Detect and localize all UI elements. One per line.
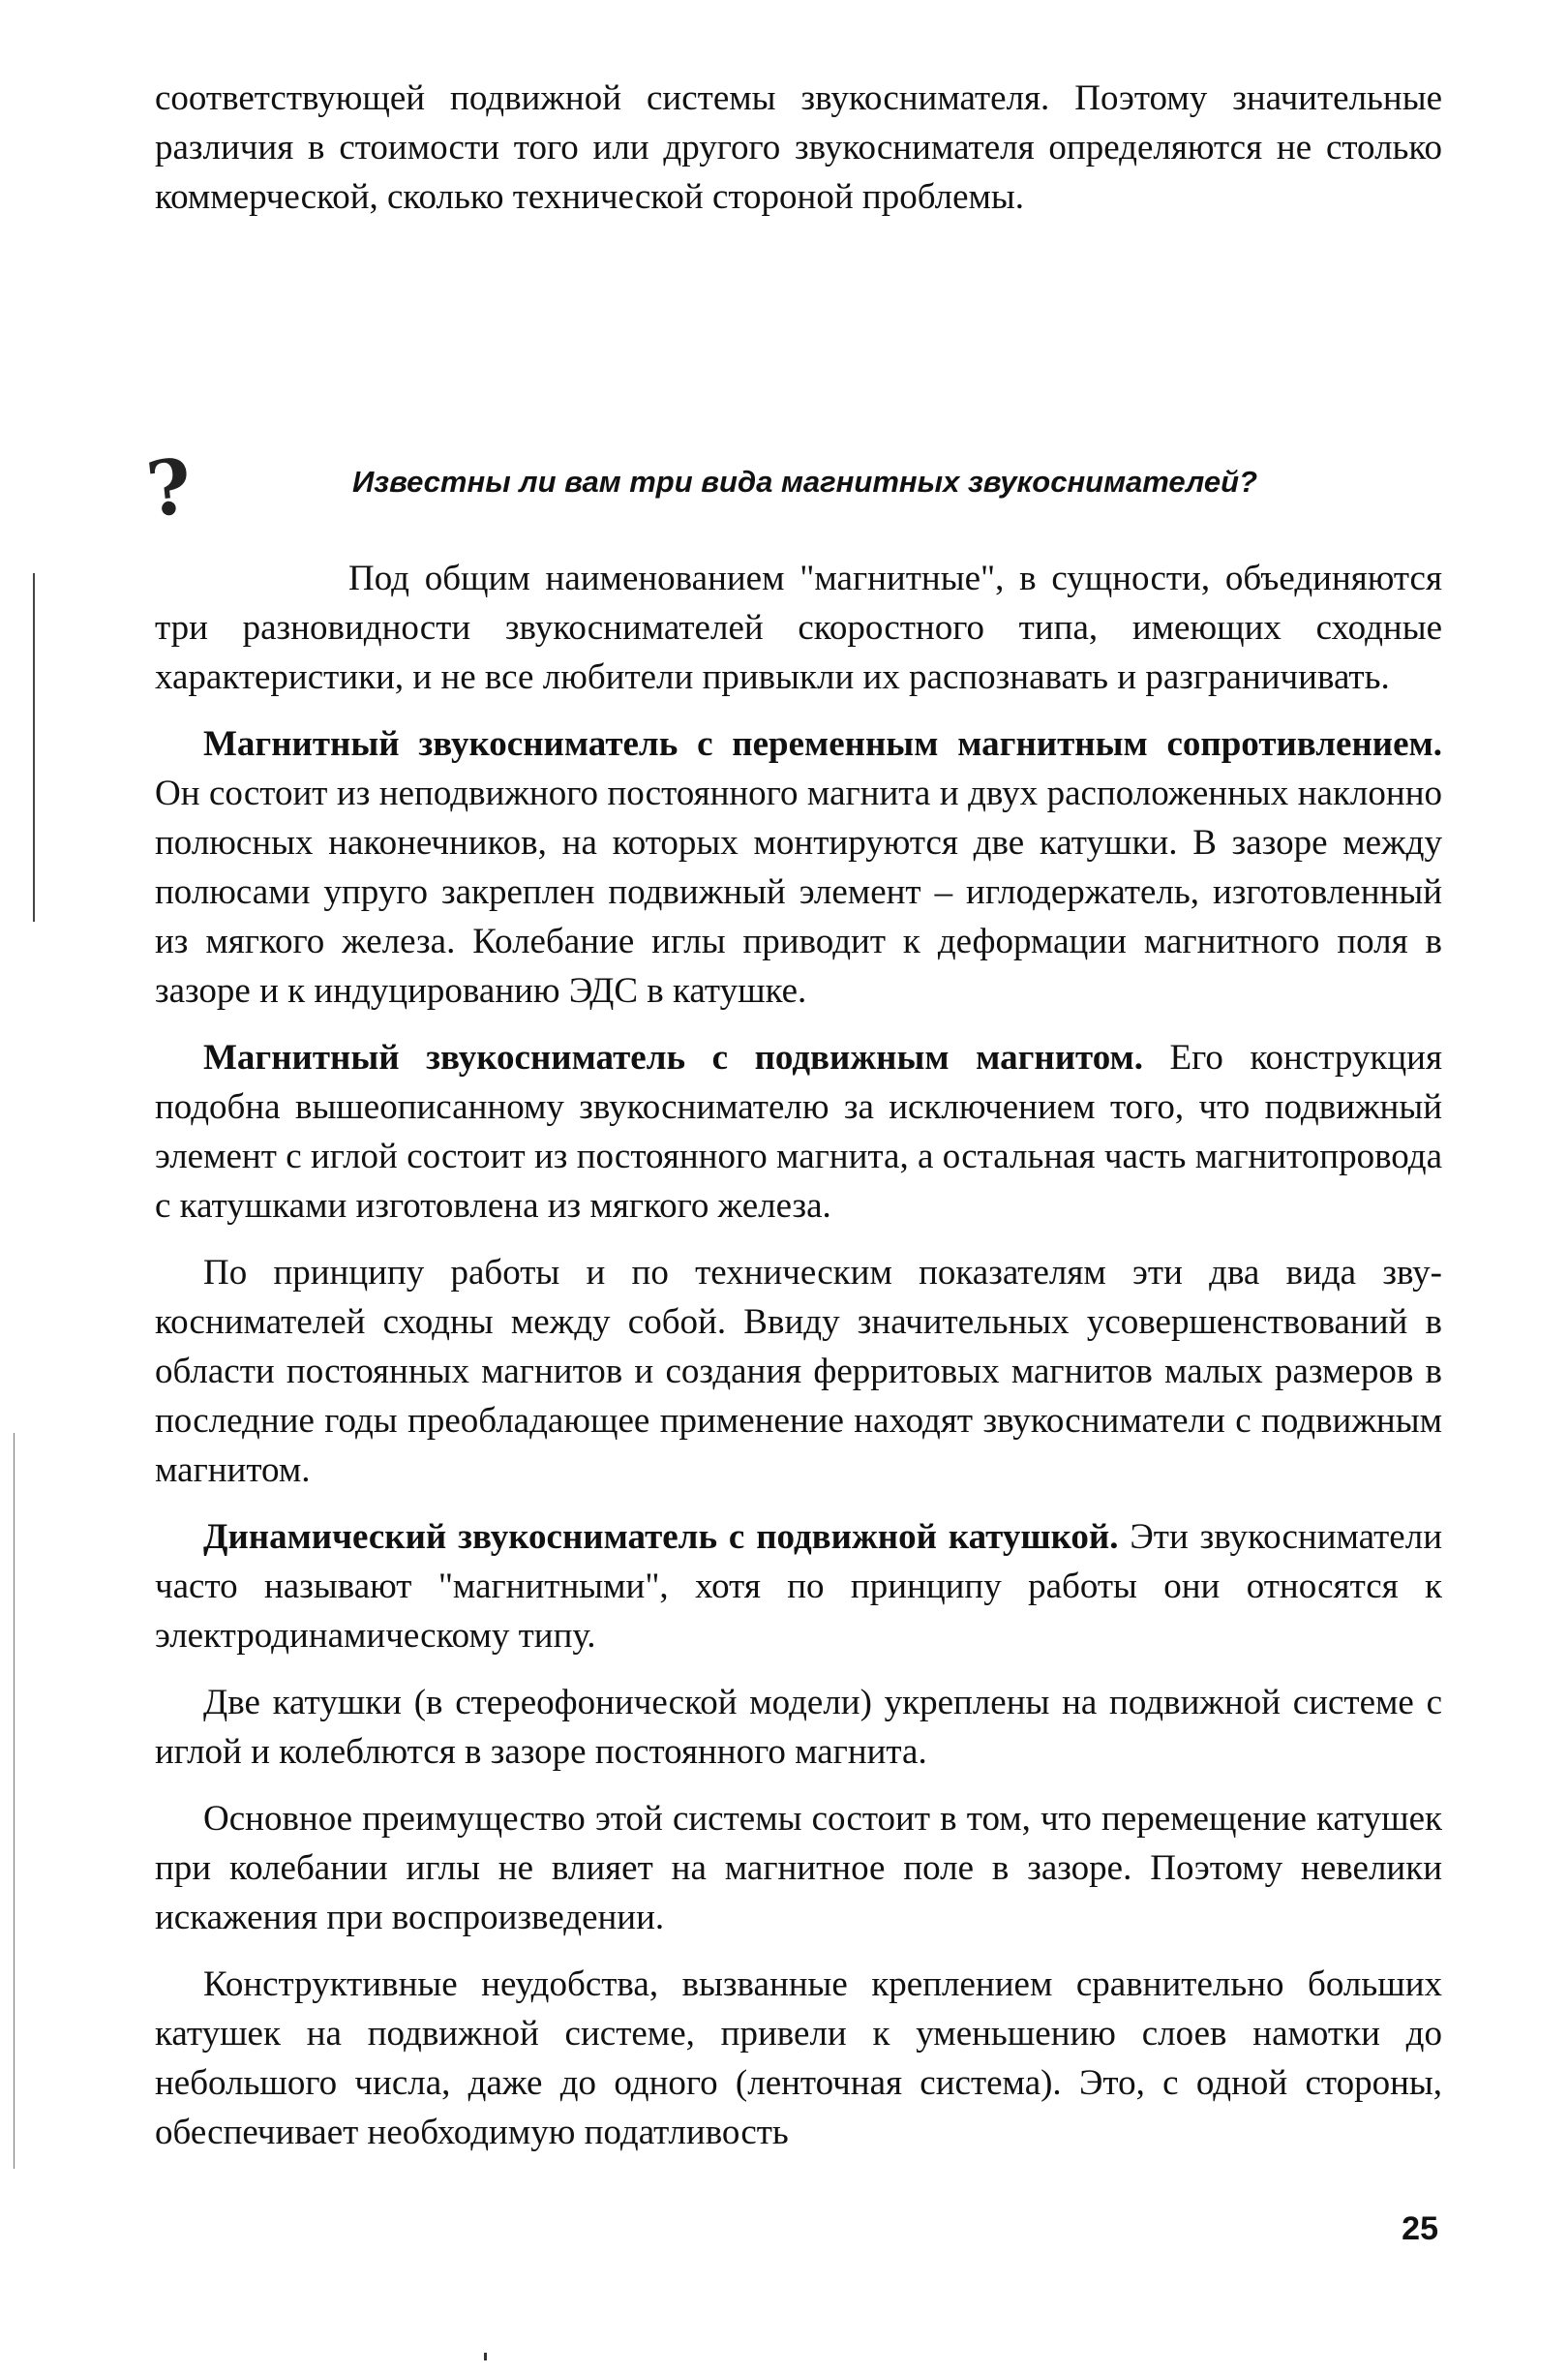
paragraph-comparison [155,1248,1442,1495]
paragraph-text: Эти звукосниматели часто называют "магнитными", хотя по принципу работы они относятся к электродинамическому типу. [155,1517,1442,1656]
paragraph-design-drawbacks [155,1960,1442,2157]
scan-speck [484,2353,487,2360]
paragraph-text: По принципу работы и по техническим показателям эти два вида звукоснимателей сходны между собой. Ввиду значительных усовершенствований в области постоянных магнитов и создания ферритовых магнитов малых размеров в последние годы преобладающее применение находят звукосниматели с подвижным магнитом. [155,1253,1442,1490]
paragraph-text: Конструктивные неудобства, вызванные креплением сравнительно больших катушек на подвижной системе, привели к уменьшению слоев намотки до небольшого числа, даже до одного (ленточная система). Это, с одной стороны, обеспечивает необходимую податливость [155,1964,1442,2152]
paragraph-text: Под общим наименованием "магнитные", в сущности, объединяются три разновидности звукоснимателей скоростного типа, имеющих сходные характеристики, и не все любители привыкли их распознавать и разграничивать. [155,559,1442,697]
top-paragraph-block [155,74,1442,222]
paragraph-advantage [155,1794,1442,1942]
paragraph-term: Магнитный звукосниматель с переменным магнитным сопротивлением. [203,724,1442,764]
paragraph-term: Магнитный звукосниматель с подвижным магнитом. [203,1038,1143,1078]
paragraph-intro [155,554,1442,702]
body-text [155,554,1442,2175]
top-paragraph: соответствующей подвижной системы звукоснимателя. Поэтому значительные различия в стоимости того или другого звукоснимателя определяются не столько коммерческой, сколько технической стороной проблемы. [155,78,1442,217]
paragraph-text: Он состоит из неподвижного постоянного магнита и двух расположенных наклонно полюсных наконечников, на которых монтируются две катушки. В зазоре между полюсами упруго закреплен подвижный элемент – иглодержатель, изготовленный из мягкого железа. Колебание иглы приводит к деформации магнитного поля в зазоре и к индуцированию ЭДС в катушке. [155,774,1442,1011]
question-heading: Известны ли вам три вида магнитных звукоснимателей? [352,465,1258,499]
page-number: 25 [1402,2210,1438,2247]
question-mark-icon: ? [142,441,196,535]
paragraph-coils [155,1678,1442,1777]
paragraph-term: Динамический звукосниматель с подвижной катушкой. [203,1517,1119,1557]
paragraph-text: Две катушки (в стереофонической модели) укреплены на подвижной системе с иглой и колеблются в зазоре постоянного магнита. [155,1683,1442,1772]
paragraph-variable-reluctance [155,719,1442,1016]
paragraph-text: Основное преимущество этой системы состоит в том, что перемещение катушек при колебании иглы не влияет на магнитное поле в зазоре. Поэтому невелики искажения при воспроизведении. [155,1799,1442,1937]
paragraph-moving-coil [155,1512,1442,1660]
paragraph-moving-magnet [155,1033,1442,1231]
margin-scan-line [14,1433,15,2169]
margin-scan-line [33,573,35,922]
paragraph-text: Его конструкция подобна вышеописанному звукоснимателю за исключением того, что подвижный элемент с иглой состоит из постоянного магнита, а остальная часть магнитопровода с катушками изготовлена из мягкого железа. [155,1038,1443,1226]
